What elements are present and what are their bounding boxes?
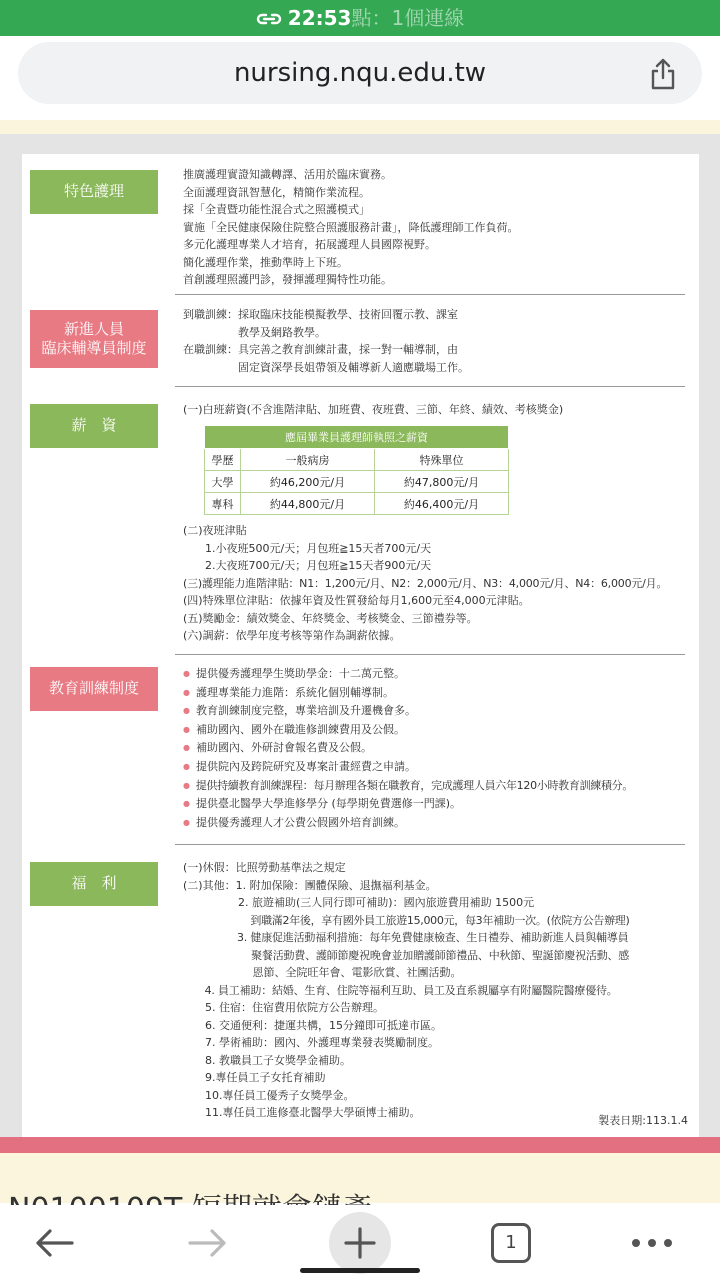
more-icon[interactable] <box>626 1217 678 1269</box>
special-line: 採「全責暨功能性混合式之照護模式」 <box>183 203 370 216</box>
newstaff-line: 到職訓練：採取臨床技能模擬教學、技術回覆示教、課室 <box>183 308 458 321</box>
salary-content <box>183 522 693 645</box>
newstaff-line: 在職訓練：具完善之教育訓練計畫，採一對一輔導制，由 <box>183 343 458 356</box>
welfare-line: 10.專任員工優秀子女獎學金。 <box>183 1088 355 1102</box>
section-label-salary: 薪 資 <box>30 404 158 448</box>
welfare-line: 11.專任員工進修臺北醫學大學碩博士補助。 <box>183 1106 421 1119</box>
special-line: 簡化護理作業，推動準時上下班。 <box>183 255 348 269</box>
tabs-icon[interactable] <box>491 1223 531 1263</box>
welfare-content <box>183 859 693 1122</box>
section-label-newstaff: 新進人員 臨床輔導員制度 <box>30 310 158 368</box>
special-line: 多元化護理專業人才培育，拓展護理人員國際視野。 <box>183 238 436 251</box>
salary-cell: 專科 <box>205 493 241 515</box>
date-note: 製表日期:113.1.4 <box>598 1114 688 1127</box>
welfare-line: 7. 學術補助：國內、外護理專業發表獎勵制度。 <box>183 1036 439 1049</box>
section-divider <box>175 386 685 387</box>
salary-cell: 約47,800元/月 <box>375 471 509 493</box>
list-item: ● 提供優秀護理人才公費公假國外培育訓練。 <box>183 814 693 833</box>
salary-cell: 大學 <box>205 471 241 493</box>
welfare-line: 8. 教職員工子女獎學金補助。 <box>183 1053 351 1067</box>
welfare-line: 聚餐活動費、護師節慶祝晚會並加贈護師節禮品、中秋節、聖誕節慶祝活動、感 <box>183 948 630 962</box>
plus-icon[interactable] <box>329 1212 391 1274</box>
home-indicator <box>300 1268 420 1273</box>
section-divider <box>175 654 685 655</box>
welfare-line: 9.專任員工子女托育補助 <box>183 1071 326 1084</box>
list-item: ● 提供臺北醫學大學進修學分 (每學期免費選修一門課)。 <box>183 795 693 814</box>
status-bar <box>0 0 720 36</box>
section-label-special: 特色護理 <box>30 170 158 214</box>
special-line: 首創護理照護門診，發揮護理獨特性功能。 <box>183 273 392 286</box>
newstaff-line: 固定資深學長姐帶領及輔導新人適應職場工作。 <box>183 360 469 374</box>
list-item: ● 補助國內、外研討會報名費及公假。 <box>183 739 693 758</box>
pink-band <box>0 1137 720 1153</box>
list-item: ● 提供持續教育訓練課程：每月辦理各類在職教育，完成護理人員六年120小時教育訓練積分。 <box>183 777 693 796</box>
browser-toolbar <box>0 36 720 120</box>
salary-table <box>204 425 509 515</box>
status-time: 22:53 <box>287 6 352 30</box>
salary-cell: 約46,400元/月 <box>375 493 509 515</box>
list-item: ● 護理專業能力進階：系統化個別輔導制。 <box>183 684 693 703</box>
link-icon <box>256 10 282 28</box>
welfare-line: 6. 交通便利：捷運共構，15分鐘即可抵達市區。 <box>183 1018 442 1032</box>
section-divider <box>175 294 685 295</box>
welfare-line: (一)休假：比照勞動基準法之規定 <box>183 861 346 874</box>
list-item: ● 提供優秀護理學生獎助學金：十二萬元整。 <box>183 665 693 684</box>
education-content <box>183 665 693 832</box>
salary-line: (六)調薪：依學年度考核等第作為調薪依據。 <box>183 629 401 642</box>
forward-arrow-icon[interactable] <box>182 1217 234 1269</box>
share-icon[interactable] <box>648 57 678 95</box>
tab-count: 1 <box>505 1232 517 1253</box>
salary-line: (五)獎勵金：績效獎金、年終獎金、考核獎金、三節禮券等。 <box>183 611 478 625</box>
section-label-welfare: 福 利 <box>30 862 158 906</box>
salary-header: 學歷 <box>205 449 241 471</box>
salary-line: (二)夜班津貼 <box>183 524 247 537</box>
salary-header: 特殊單位 <box>375 449 509 471</box>
recruit-info-sheet <box>22 154 699 1137</box>
salary-line: 1.小夜班500元/天；月包班≧15天者700元/天 <box>183 541 432 555</box>
salary-header: 一般病房 <box>241 449 375 471</box>
welfare-line: 2. 旅遊補助(三人同行即可補助)：國內旅遊費用補助 1500元 <box>183 896 535 909</box>
list-item: ● 提供院內及跨院研究及專案計畫經費之申請。 <box>183 758 693 777</box>
table-row <box>205 471 509 493</box>
address-bar[interactable] <box>18 42 702 104</box>
salary-line: (三)護理能力進階津貼：N1：1,200元/月、N2：2,000元/月、N3：4,000元/月、N4：6,000元/月。 <box>183 576 668 590</box>
salary-line: 2.大夜班700元/天；月包班≧15天者900元/天 <box>183 559 432 572</box>
salary-cell: 約46,200元/月 <box>241 471 375 493</box>
section-label-education: 教育訓練制度 <box>30 667 158 711</box>
welfare-line: 恩節、全院旺年會、電影欣賞、社團活動。 <box>183 966 462 979</box>
url-text[interactable]: nursing.nqu.edu.tw <box>233 58 487 88</box>
salary-line: (四)特殊單位津貼：依據年資及性質發給每月1,600元至4,000元津貼。 <box>183 594 530 607</box>
page-top-strip <box>0 120 720 134</box>
salary-table-title: 應屆畢業員護理師執照之薪資 <box>205 426 509 449</box>
next-heading-peek <box>0 1195 720 1205</box>
list-item: ● 補助國內、國外在職進修訓練費用及公假。 <box>183 721 693 740</box>
salary-intro: (一)白班薪資(不含進階津貼、加班費、夜班費、三節、年終、績效、考核獎金) <box>183 403 564 416</box>
newstaff-content <box>183 306 693 376</box>
newstaff-line: 教學及網路教學。 <box>183 325 326 339</box>
table-row <box>205 493 509 515</box>
special-line: 全面護理資訊智慧化，精簡作業流程。 <box>183 185 370 199</box>
back-arrow-icon[interactable] <box>28 1217 80 1269</box>
page-image-area <box>0 134 720 1137</box>
welfare-line: 到職滿2年後，享有國外員工旅遊15,000元，每3年補助一次。(依院方公告辦理) <box>183 913 630 927</box>
special-content <box>183 166 693 289</box>
welfare-line: 4. 員工補助：結婚、生育、住院等福利互助、員工及直系親屬享有附屬醫院醫療優待。 <box>183 983 618 997</box>
welfare-line: (二)其他：1. 附加保險：團體保險、退撫福利基金。 <box>183 878 437 892</box>
salary-cell: 約44,800元/月 <box>241 493 375 515</box>
section-divider <box>175 844 685 845</box>
special-line: 推廣護理實證知識轉譯、活用於臨床實務。 <box>183 168 392 181</box>
welfare-line: 3. 健康促進活動福利措施：每年免費健康檢查、生日禮券、補助新進人員與輔導員 <box>183 931 629 944</box>
special-line: 實施「全民健康保險住院整合照護服務計畫」，降低護理師工作負荷。 <box>183 220 519 234</box>
list-item: ● 教育訓練制度完整，專業培訓及升遷機會多。 <box>183 702 693 721</box>
status-connection-text: 點：1個連線 <box>351 6 465 30</box>
welfare-line: 5. 住宿：住宿費用依院方公告辦理。 <box>183 1001 384 1014</box>
